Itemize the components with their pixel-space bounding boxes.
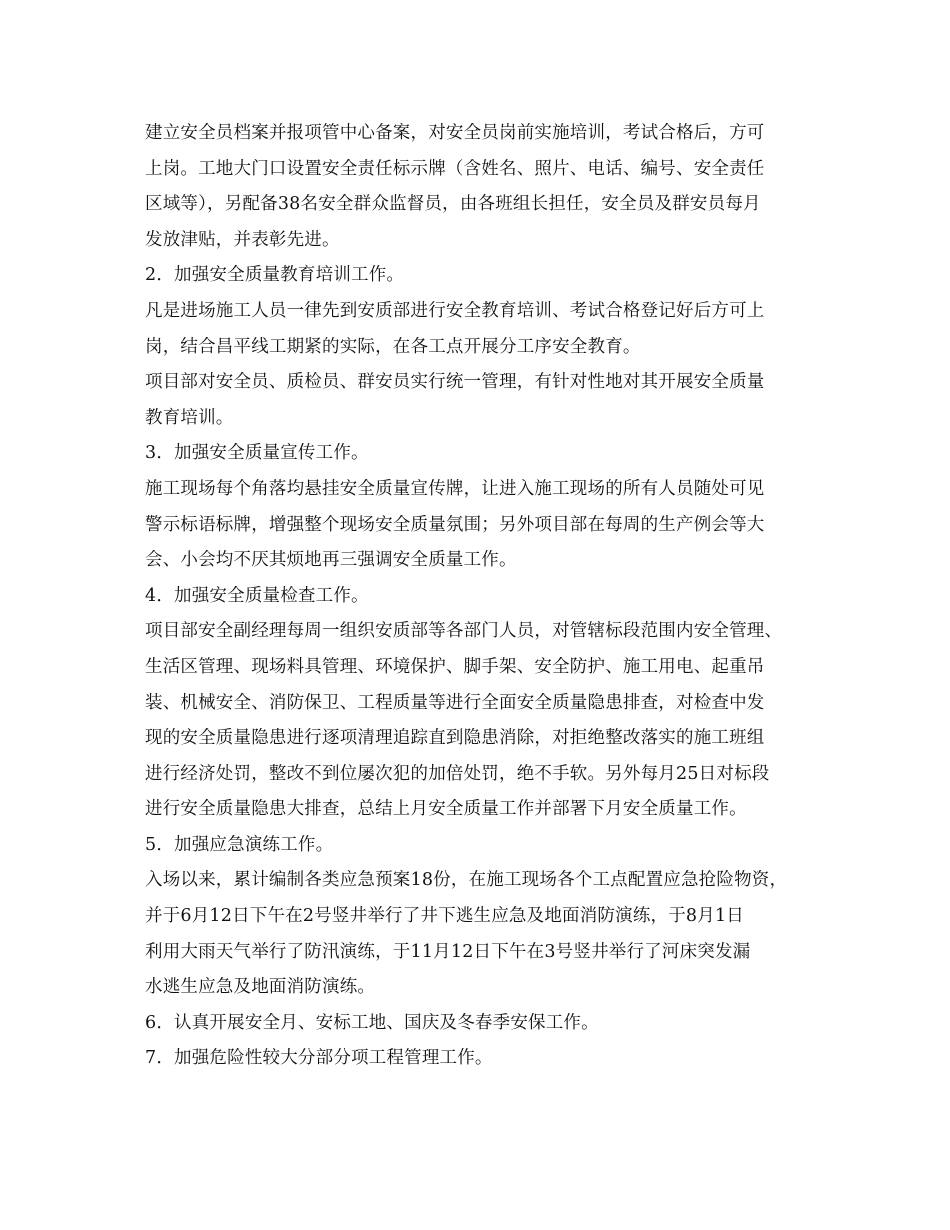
section-heading: 3．加强安全质量宣传工作。: [145, 443, 369, 464]
text-line: 装、机械安全、消防保卫、工程质量等进行全面安全质量隐患排查，对检查中发: [145, 692, 765, 713]
document-body: [145, 116, 825, 1077]
text-line: 利用大雨天气举行了防汛演练，于11月12日下午在3号竖井举行了河床突发漏: [145, 941, 751, 962]
text-line: 发放津贴，并表彰先进。: [145, 229, 340, 250]
text-line: 警示标语标牌，增强整个现场安全质量氛围；另外项目部在每周的生产例会等大: [145, 514, 765, 535]
text-line: 并于6月12日下午在2号竖井举行了井下逃生应急及地面消防演练，于8月1日: [145, 906, 745, 927]
text-line: 项目部对安全员、质检员、群安员实行统一管理，有针对性地对其开展安全质量: [145, 372, 765, 393]
section-heading: 2．加强安全质量教育培训工作。: [145, 265, 405, 286]
text-line: 建立安全员档案并报项管中心备案，对安全员岗前实施培训，考试合格后，方可: [145, 123, 765, 143]
section-heading: 4．加强安全质量检查工作。: [145, 585, 369, 606]
text-line: 教育培训。: [145, 407, 234, 428]
text-line: 施工现场每个角落均悬挂安全质量宣传牌，让进入施工现场的所有人员随处可见: [145, 478, 765, 499]
text-line: 区域等），另配备38名安全群众监督员，由各班组长担任，安全员及群安员每月: [145, 194, 761, 215]
text-line: 凡是进场施工人员一律先到安质部进行安全教育培训、考试合格登记好后方可上: [145, 300, 765, 321]
text-line: 入场以来，累计编制各类应急预案18份，在施工现场各个工点配置应急抢险物资，: [145, 870, 788, 891]
section-heading: 5．加强应急演练工作。: [145, 834, 334, 855]
text-line: 上岗。工地大门口设置安全责任标示牌（含姓名、照片、电话、编号、安全责任: [145, 158, 765, 179]
text-line: 岗，结合昌平线工期紧的实际，在各工点开展分工序安全教育。: [145, 336, 641, 357]
text-line: 进行安全质量隐患大排查，总结上月安全质量工作并部署下月安全质量工作。: [145, 799, 747, 820]
text-line: 会、小会均不厌其烦地再三强调安全质量工作。: [145, 550, 517, 571]
text-line: 水逃生应急及地面消防演练。: [145, 977, 376, 998]
section-heading: 6．认真开展安全月、安标工地、国庆及冬春季安保工作。: [145, 1012, 599, 1033]
text-line: 生活区管理、现场料具管理、环境保护、脚手架、安全防护、施工用电、起重吊: [145, 656, 765, 677]
text-line: 现的安全质量隐患进行逐项清理追踪直到隐患消除，对拒绝整改落实的施工班组: [145, 728, 765, 749]
text-line: 项目部安全副经理每周一组织安质部等各部门人员，对管辖标段范围内安全管理、: [145, 621, 783, 642]
text-line: 进行经济处罚，整改不到位屡次犯的加倍处罚，绝不手软。另外每月25日对标段: [145, 763, 770, 784]
section-heading: 7．加强危险性较大分部分项工程管理工作。: [145, 1048, 493, 1069]
